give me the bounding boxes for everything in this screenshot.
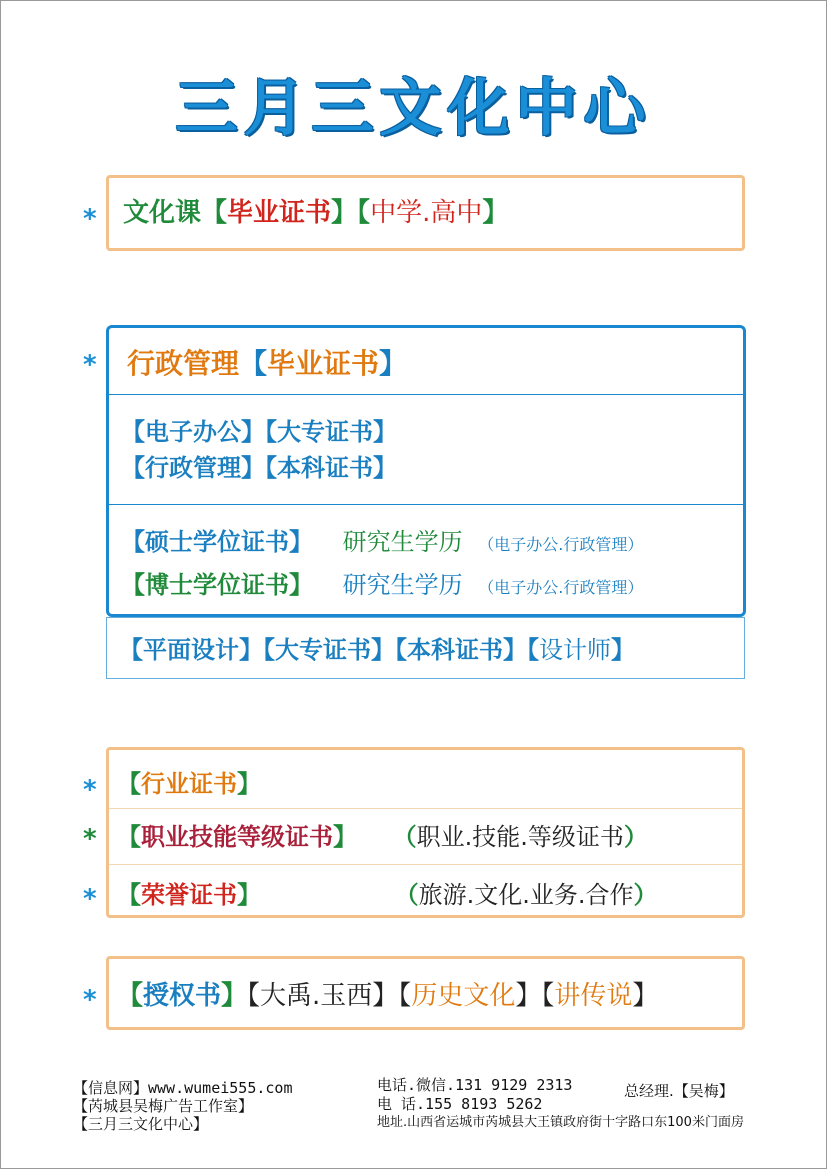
bullet-star: * (83, 775, 97, 805)
bracket: 【 (201, 198, 228, 228)
bullet-star: * (83, 350, 97, 380)
paren: （ (392, 823, 417, 851)
admin-bachelor-row: 【行政管理】【本科证书】 (121, 454, 397, 482)
bullet-star: * (83, 985, 97, 1015)
paren: （ (394, 881, 419, 909)
skill-level-cert-row (117, 825, 648, 849)
bracket: 【 (239, 347, 268, 380)
bullet-star: * (83, 204, 97, 234)
major-note: （电子办公.行政管理） (478, 535, 644, 554)
bracket: 】 (221, 981, 248, 1011)
postgraduate-label: 研究生学历 (342, 571, 463, 599)
honor-cert-row (117, 883, 658, 907)
authorization-row (117, 983, 658, 1009)
footer-manager: 总经理.【吴梅】 (624, 1082, 734, 1100)
major-note: （电子办公.行政管理） (478, 578, 644, 597)
culture-course-box (106, 175, 745, 251)
skill-level-note-text: 职业.技能.等级证书 (416, 823, 624, 851)
bracket: 】【 (331, 198, 371, 228)
divider (109, 394, 743, 395)
honor-note (395, 881, 658, 909)
designer-label: 设计师 (539, 636, 611, 664)
graphic-design-row (119, 638, 635, 662)
bullet-star: * (83, 824, 97, 854)
bracket: 】【 (515, 981, 555, 1011)
divider (109, 504, 743, 505)
doctor-degree-label: 【博士学位证书】 (121, 571, 313, 599)
footer-studio: 【芮城县吴梅广告工作室】 (73, 1097, 254, 1115)
graphic-design-box (106, 617, 745, 679)
bracket: 】 (379, 347, 408, 380)
bracket: 【 (117, 770, 141, 798)
skill-level-note (393, 823, 648, 851)
skill-level-cert-label: 职业技能等级证书 (141, 823, 333, 851)
admin-management-label: 行政管理 (127, 347, 240, 380)
bracket: 】 (482, 198, 509, 228)
master-degree-label: 【硕士学位证书】 (121, 528, 313, 556)
bracket: 】 (333, 823, 357, 851)
bracket: 】 (237, 770, 261, 798)
divider (109, 864, 742, 865)
honor-cert-label: 荣誉证书 (141, 881, 237, 909)
office-college-row: 【电子办公】【大专证书】 (121, 418, 397, 446)
industry-cert-row (117, 772, 261, 796)
graphic-design-label: 【平面设计】【大专证书】【本科证书】【 (119, 636, 539, 664)
footer-phone-wechat: 电话.微信.131 9129 2313 (377, 1076, 573, 1094)
graduation-cert: 毕业证书 (227, 198, 332, 228)
bracket: 【 (117, 823, 141, 851)
bracket: 】 (632, 981, 659, 1011)
bracket: 【 (117, 881, 141, 909)
middle-high-school: 中学.高中 (370, 198, 483, 228)
authorization-label: 授权书 (143, 981, 222, 1011)
footer-phone: 电 话.155 8193 5262 (377, 1095, 543, 1113)
certificates-box (106, 747, 745, 918)
bracket: 】 (237, 881, 261, 909)
bracket: 【 (117, 981, 144, 1011)
doctor-degree-row (121, 573, 643, 597)
postgraduate-label: 研究生学历 (342, 528, 463, 556)
page-title: 三月三文化中心 (175, 71, 652, 144)
bullet-star: * (83, 884, 97, 914)
footer-address: 地址.山西省运城市芮城县大王镇政府街十字路口东100米门面房 (377, 1115, 744, 1130)
paren: ） (633, 881, 658, 909)
footer-center: 【三月三文化中心】 (73, 1115, 209, 1133)
dayu-yuxi: 【大禹.玉西】【 (247, 981, 412, 1011)
divider (109, 808, 742, 809)
industry-cert-label: 行业证书 (141, 770, 237, 798)
honor-note-text: 旅游.文化.业务.合作 (418, 881, 634, 909)
admin-management-heading (127, 347, 408, 380)
bracket: 】 (611, 636, 635, 664)
footer-website: 【信息网】www.wumei555.com (73, 1079, 293, 1097)
history-culture: 历史文化 (411, 981, 516, 1011)
graduation-cert: 毕业证书 (267, 347, 380, 380)
authorization-box (106, 956, 745, 1030)
culture-course-line (123, 200, 508, 226)
paren: ） (623, 823, 648, 851)
culture-course-label: 文化课 (123, 198, 202, 228)
admin-management-box (106, 325, 746, 617)
legends: 讲传说 (554, 981, 633, 1011)
master-degree-row (121, 530, 643, 554)
